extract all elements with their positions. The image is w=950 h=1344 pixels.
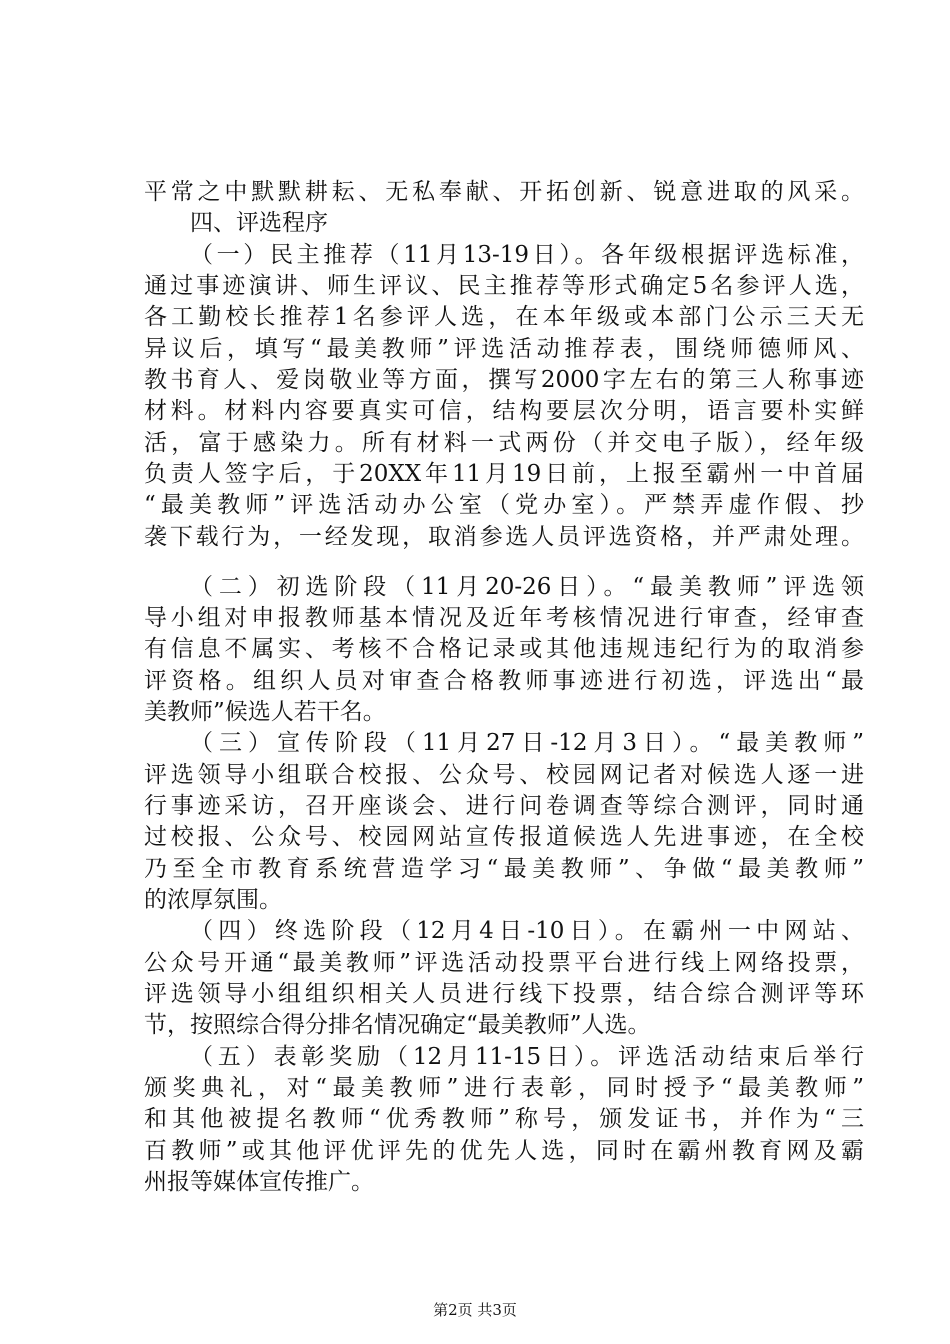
body-line: 负责人签字后，于20XX年11月19日前，上报至霸州一中首届 — [144, 461, 864, 487]
body-line: 节，按照综合得分排名情况确定“最美教师”人选。 — [144, 1012, 651, 1038]
paragraph-first-line: （四）终选阶段（12月4日-10日）。在霸州一中网站、 — [190, 918, 864, 944]
body-line: 评选领导小组联合校报、公众号、校园网记者对候选人逐一进 — [144, 762, 864, 788]
body-line: 各工勤校长推荐1名参评人选，在本年级或本部门公示三天无 — [144, 304, 864, 330]
body-line: 材料。材料内容要真实可信，结构要层次分明，语言要朴实鲜 — [144, 398, 864, 424]
body-line: 评资格。组织人员对审查合格教师事迹进行初选，评选出“最 — [144, 668, 864, 694]
body-line: 乃至全市教育系统营造学习“最美教师”、争做“最美教师” — [144, 856, 864, 882]
body-line: 平常之中默默耕耘、无私奉献、开拓创新、锐意进取的风采。 — [144, 179, 864, 205]
paragraph-first-line: （一）民主推荐（11月13-19日）。各年级根据评选标准， — [190, 242, 864, 268]
body-line: 活，富于感染力。所有材料一式两份（并交电子版），经年级 — [144, 430, 864, 456]
paragraph-first-line: （五）表彰奖励（12月11-15日）。评选活动结束后举行 — [190, 1044, 864, 1070]
body-line: 有信息不属实、考核不合格记录或其他违规违纪行为的取消参 — [144, 636, 864, 662]
body-line: 评选领导小组组织相关人员进行线下投票，结合综合测评等环 — [144, 981, 864, 1007]
body-line: “最美教师”评选活动办公室（党办室）。严禁弄虚作假、抄 — [144, 492, 864, 518]
body-line: 和其他被提名教师“优秀教师”称号，颁发证书，并作为“三 — [144, 1106, 864, 1132]
body-line: 袭下载行为，一经发现，取消参选人员评选资格，并严肃处理。 — [144, 524, 864, 550]
body-line: 的浓厚氛围。 — [144, 887, 282, 913]
body-line: 颁奖典礼，对“最美教师”进行表彰，同时授予“最美教师” — [144, 1075, 864, 1101]
paragraph-first-line: （三）宣传阶段（11月27日-12月3日）。“最美教师” — [190, 730, 864, 756]
body-line: 通过事迹演讲、师生评议、民主推荐等形式确定5名参评人选， — [144, 273, 864, 299]
body-line: 州报等媒体宣传推广。 — [144, 1169, 374, 1195]
body-line: 异议后，填写“最美教师”评选活动推荐表，围绕师德师风、 — [144, 336, 864, 362]
section-heading: 四、评选程序 — [190, 210, 328, 236]
body-line: 行事迹采访，召开座谈会、进行问卷调查等综合测评，同时通 — [144, 793, 864, 819]
body-line: 过校报、公众号、校园网站宣传报道候选人先进事迹，在全校 — [144, 824, 864, 850]
body-line: 教书育人、爱岗敬业等方面，撰写2000字左右的第三人称事迹 — [144, 367, 864, 393]
body-line: 导小组对申报教师基本情况及近年考核情况进行审查，经审查 — [144, 605, 864, 631]
body-line: 公众号开通“最美教师”评选活动投票平台进行线上网络投票， — [144, 950, 864, 976]
paragraph-first-line: （二）初选阶段（11月20-26日）。“最美教师”评选领 — [190, 574, 864, 600]
body-line: 美教师”候选人若干名。 — [144, 699, 386, 725]
body-line: 百教师”或其他评优评先的优先人选，同时在霸州教育网及霸 — [144, 1138, 864, 1164]
page-number-footer: 第2页 共3页 — [433, 1301, 517, 1319]
